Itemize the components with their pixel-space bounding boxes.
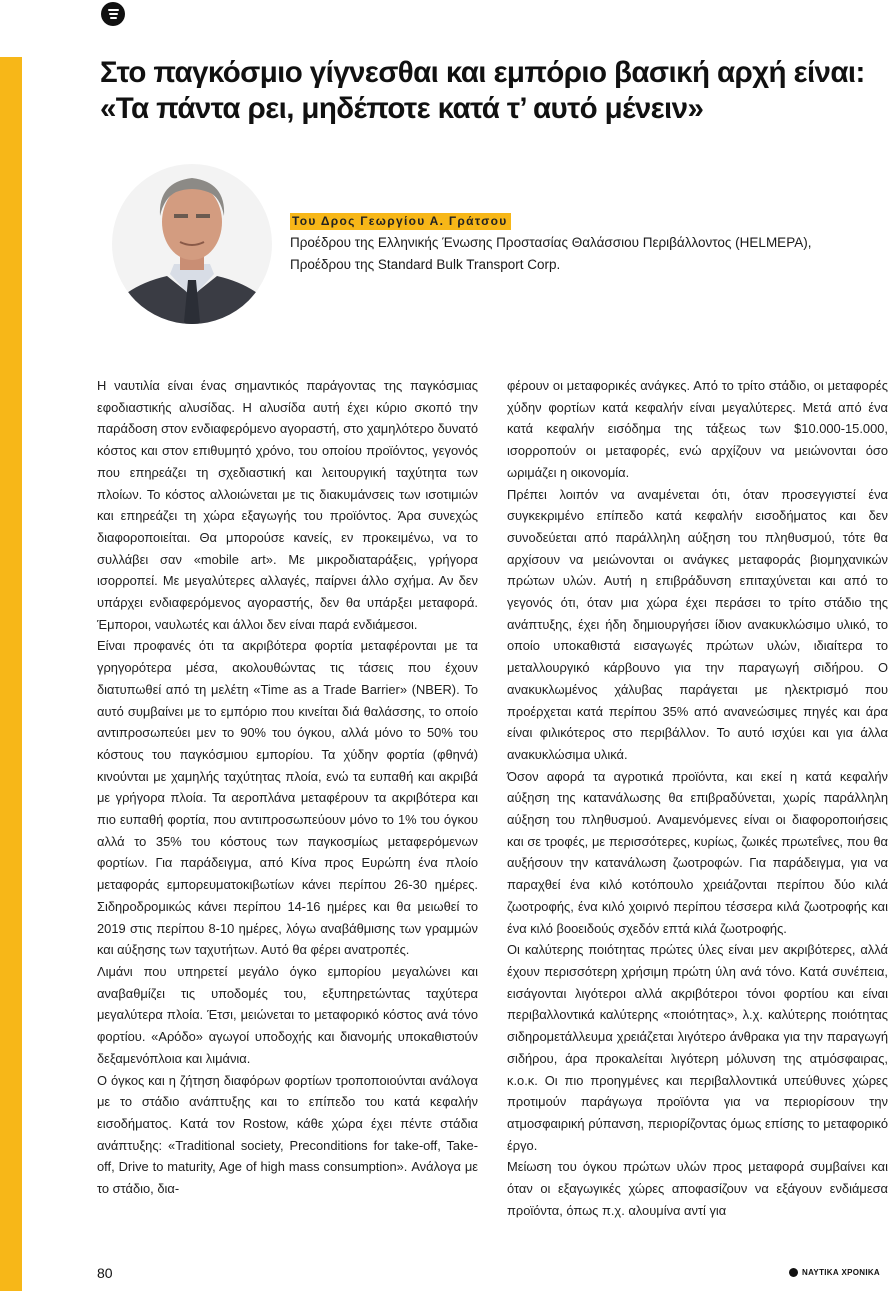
author-role-2: Προέδρου της Standard Bulk Transport Corp.: [290, 257, 561, 272]
article-paragraph: Μείωση του όγκου πρώτων υλών προς μεταφορά συμβαίνει και όταν οι εξαγωγικές χώρες αποφασίζουν να εξάγουν ενδιάμεσα προϊόντα, όπως π.χ. αλουμίνα αντί για: [507, 1159, 888, 1218]
publication-brand: [789, 1268, 880, 1277]
page-number: 80: [97, 1265, 113, 1281]
article-title: Στο παγκόσμιο γίγνεσθαι και εμπόριο βασική αρχή είναι: «Τα πάντα ρει, μηδέποτε κατά τ’ αυτό μένειν»: [100, 56, 865, 125]
section-badge-icon: [101, 2, 125, 26]
article-paragraph: Όσον αφορά τα αγροτικά προϊόντα, και εκεί η κατά κεφαλήν αύξηση της κατανάλωσης θα επιβραδύνεται, χωρίς παράλληλη αύξηση του πληθυσμού. Αναμενόμενες είναι οι διαφοροποιήσεις και σε τροφές, με περισσότερες, κυρίως, ζωικές πρωτεΐνες, που θα αυξήσουν την κατανάλωση ζωοτροφών. Για παράδειγμα, για να παραχθεί ένα κιλό κοτόπουλο χρειάζονται περίπου δύο κιλά ζωοτροφής, ένα κιλό χοιρινό περίπου τέσσερα κιλά ζωοτροφής και ένα κιλό βοοειδούς σχεδόν επτά κιλά ζωοτροφής.: [507, 768, 888, 936]
article-paragraph: φέρουν οι μεταφορικές ανάγκες. Από το τρίτο στάδιο, οι μεταφορές χύδην φορτίων κατά κεφαλήν είναι μεγαλύτερες. Μετά από ένα κατά κεφαλήν εισόδημα της τάξεως των $10.000-15.000, ισορροπούν οι μεταφορές, ενώ αρχίζουν να μειώνονται όσο ωριμάζει η οικονομία.: [507, 378, 888, 480]
brand-name: ΝΑΥΤΙΚΑ ΧΡΟΝΙΚΑ: [802, 1268, 880, 1277]
article-paragraph: Ο όγκος και η ζήτηση διαφόρων φορτίων τροποποιούνται ανάλογα με το στάδιο ανάπτυξης και το επίπεδο του κατά κεφαλήν εισοδήματος. Κατά τον Rostow, κάθε χώρα έχει πέντε στάδια ανάπτυξης: «Traditional society, Preconditions for take-off, Take-off, Drive to maturity, Age of high mass consumption». Ανάλογα με το στάδιο, δια-: [97, 1072, 478, 1197]
author-name: Του Δρος Γεωργίου Α. Γράτσου: [290, 213, 511, 230]
author-info: [290, 212, 890, 276]
article-column-right: [507, 375, 888, 1221]
author-role-1: Προέδρου της Ελληνικής Ένωσης Προστασίας Θαλάσσιου Περιβάλλοντος (HELMEPA),: [290, 235, 812, 250]
article-paragraph: Πρέπει λοιπόν να αναμένεται ότι, όταν προσεγγιστεί ένα συγκεκριμένο επίπεδο κατά κεφαλήν εισοδήματος και δεν συνοδεύεται από παράλληλη αύξηση του πληθυσμού, τότε θα αρχίσουν να μειώνονται οι ανάγκες μεταφοράς βιομηχανικών πρώτων υλών. Αυτή η επιβράδυνση επιταχύνεται και από το γεγονός ότι, όταν μια χώρα έχει περάσει το τρίτο στάδιο της ανάπτυξης, έχει ήδη δημιουργήσει ίδιον ανακυκλώσιμο υλικό, το οποίο υποκαθιστά εισαγωγές πρώτων υλών, ιδιαίτερα το μεταλλουργικό κάρβουνο για την παραγωγή σιδήρου. Ο ανακυκλωμένος χάλυβας παράγεται με ηλεκτρισμό που προέρχεται κατά περίπου 35% από ανανεώσιμες πηγές και άρα είναι φιλικότερος στο περιβάλλον. Το αυτό ισχύει και για άλλα ανακυκλώσιμα υλικά.: [507, 486, 888, 762]
article-paragraph: Οι καλύτερης ποιότητας πρώτες ύλες είναι μεν ακριβότερες, αλλά έχουν περισσότερη χρήσιμη πρώτη ύλη ανά τόνο. Κατά συνέπεια, εισάγονται λιγότεροι αλλά ακριβότεροι τόνοι φορτίου και είναι περιβαλλοντικά καλύτερης «ποιότητας», λ.χ. καλύτερης ποιότητας σιδηρομετάλλευμα χρειάζεται λιγότερο άνθρακα για την παραγωγή σιδήρου, άρα προκαλείται λιγότερη μόλυνση της ατμόσφαιρας, κ.ο.κ. Οι πιο προηγμένες και περιβαλλοντικά υπεύθυνες χώρες προτιμούν παράγωγα προϊόντα για να περιορίσουν την ατμοσφαιρική ρύπανση, περιορίζοντας όμως επίσης το μεταφορικό έργο.: [507, 942, 888, 1153]
author-portrait: [112, 156, 272, 332]
accent-side-bar: [0, 57, 22, 1291]
article-column-left: [97, 375, 478, 1200]
article-paragraph: Λιμάνι που υπηρετεί μεγάλο όγκο εμπορίου μεγαλώνει και αναβαθμίζει τις υποδομές του, εξυπηρετώντας ταχύτερα μεγαλύτερα πλοία. Έτσι, μειώνεται το μεταφορικό κόστος ανά τόνο φορτίου. «Αρόδο» αγωγοί υποδοχής και διανομής υποκαθιστούν δεξαμενόπλοια και λιμάνια.: [97, 963, 478, 1066]
brand-logo-icon: [789, 1268, 798, 1277]
article-paragraph: Η ναυτιλία είναι ένας σημαντικός παράγοντας της παγκόσμιας εφοδιαστικής αλυσίδας. Η αλυσίδα αυτή έχει κύριο σκοπό την παράδοση στον ενδιαφερόμενο αγοραστή, στο χαμηλότερο δυνατό κόστος και στον επιθυμητό χρόνο, του οποίου προϊόντος, γεγονός που επηρεάζει τη σχεδιαστική και λειτουργική ταχύτητα των πλοίων. Το κόστος αλλοιώνεται με τις διακυμάνσεις των ισοτιμιών και επηρεάζει τη χώρα εξαγωγής του προϊόντος. Άρα συνεχώς διαφοροποιείται. Θα μπορούσε κανείς, εν προκειμένω, να το συλλάβει σαν «mobile art». Με μικροδιαταράξεις, γρήγορα ισορροπεί. Με μεγαλύτερες αλλαγές, παίρνει άλλο σχήμα. Αν δεν υπάρχει ενδιαφερόμενος αγοραστής, δεν θα υπάρξει μεταφορά. Έμποροι, ναυλωτές και άλλοι δεν είναι παρά ενδιάμεσοι.: [97, 378, 478, 632]
article-paragraph: Είναι προφανές ότι τα ακριβότερα φορτία μεταφέρονται με τα γρηγορότερα μέσα, ακολουθώντας τις τάσεις που έχουν διατυπωθεί από τη μελέτη «Time as a Trade Barrier» (NBER). Το αυτό συμβαίνει με το εμπόριο που κινείται διά θαλάσσης, το οποίο αντιπροσωπεύει μεν το 90% του όγκου, αλλά μόνο το 50% του κόστους του παγκόσμιου εμπορίου. Τα χύδην φορτία (φθηνά) κινούνται με χαμηλής ταχύτητας πλοία, ενώ τα ευπαθή και ακριβά με γρήγορα πλοία. Τα αεροπλάνα μεταφέρουν τα ακριβότερα και πιο ευπαθή φορτία, που αντιπροσωπεύουν μόνο το 1% του όγκου αλλά το 35% του κόστους των παγκοσμίως μεταφερόμενων φορτίων. Για παράδειγμα, από Κίνα προς Ευρώπη ένα πλοίο μεταφοράς εμπορευματοκιβωτίων κάνει περίπου 26-30 ημέρες. Σιδηροδρομικώς κάνει περίπου 14-16 ημέρες και θα μειωθεί το 2019 στις περίπου 8-10 ημέρες, λόγω αναβάθμισης των γραμμών και αύξησης των ταχυτήτων. Αυτό θα φέρει ανατροπές.: [97, 638, 478, 958]
